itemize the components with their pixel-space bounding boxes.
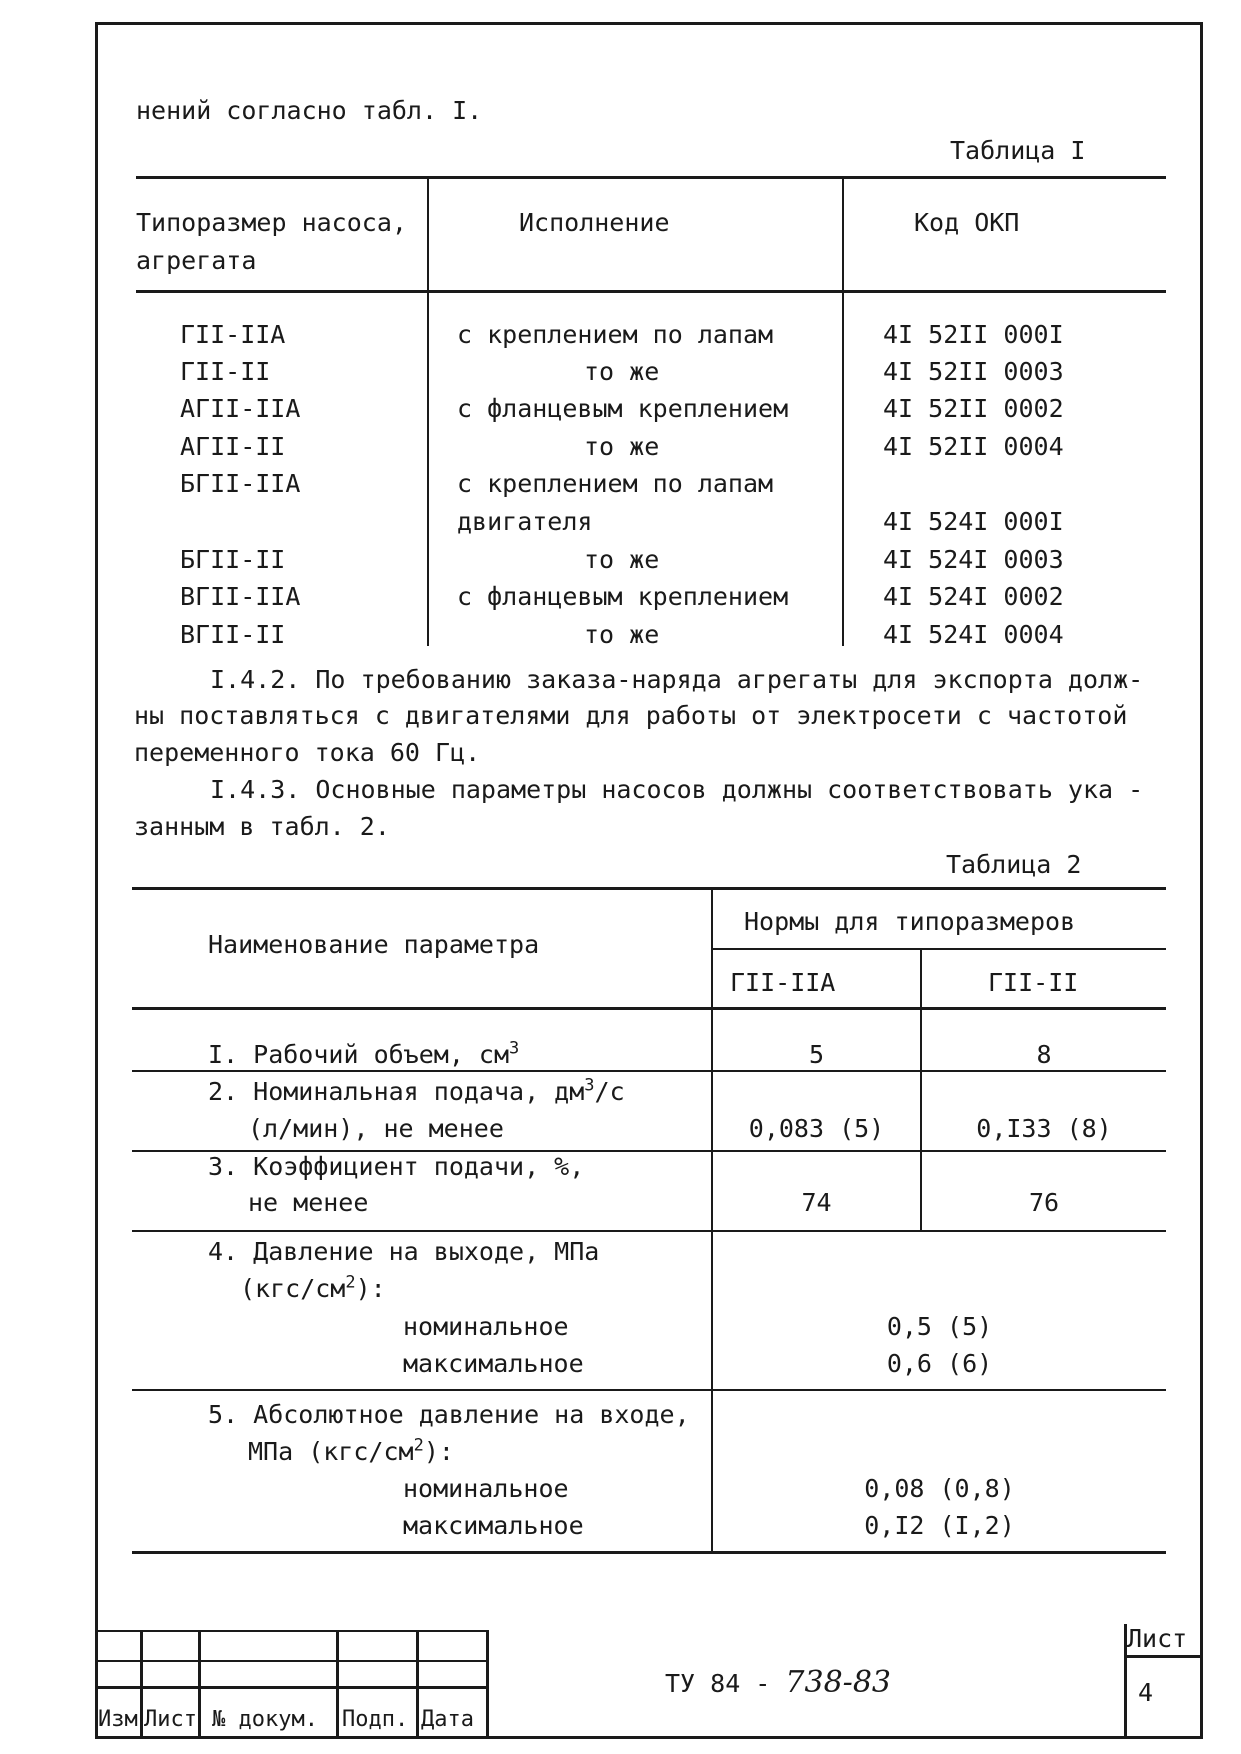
sheet-number: 4 bbox=[1138, 1678, 1154, 1707]
table2-top-rule bbox=[132, 887, 1166, 890]
para-142-line1: I.4.2. По требованию заказа-наряда агрегаты для экспорта долж- bbox=[210, 665, 1144, 694]
table1-col-divider-2 bbox=[842, 176, 844, 646]
table2-row2-a: 0,083 (5) bbox=[748, 1114, 885, 1143]
table1-header-code: Код ОКП bbox=[914, 208, 1020, 237]
page-frame-top bbox=[95, 22, 1203, 25]
table2-row2-label-text: 2. Номинальная подача, дм bbox=[208, 1077, 585, 1106]
table2-row5-max-label: максимальное bbox=[403, 1511, 584, 1540]
table2-caption: Таблица 2 bbox=[946, 850, 1082, 879]
table1-row5-size: БГII-IIA bbox=[180, 469, 301, 498]
table2-row5-label-text: МПа (кгс/см bbox=[248, 1437, 414, 1466]
stamp-rule-3 bbox=[95, 1686, 488, 1689]
table2-row2-label-unit: /с bbox=[594, 1077, 625, 1106]
page-frame-bottom bbox=[95, 1736, 1203, 1739]
stamp-label-sheet: Лист bbox=[144, 1707, 197, 1732]
stamp-divider-2 bbox=[198, 1630, 201, 1738]
table1-row1-code: 4I 52II 000I bbox=[883, 320, 1064, 349]
table1-row6-variant: то же bbox=[584, 545, 660, 574]
table2-row4-label-line1: 4. Давление на выходе, МПа bbox=[208, 1237, 600, 1266]
table2-row5-label-sup: 2 bbox=[413, 1435, 424, 1456]
table2-row1-label-text: I. Рабочий объем, см bbox=[208, 1040, 510, 1069]
table2-row4-nominal-value: 0,5 (5) bbox=[886, 1312, 993, 1341]
table1-row3-size: АГII-IIA bbox=[180, 394, 301, 423]
para-142-line2: ны поставляться с двигателями для работы от электросети с частотой bbox=[134, 701, 1128, 730]
intro-text: нений согласно табл. I. bbox=[136, 96, 483, 125]
table1-row3-variant: с фланцевым креплением bbox=[457, 394, 789, 423]
doc-code-prefix: ТУ 84 - bbox=[665, 1669, 771, 1698]
stamp-label-change: Изм bbox=[98, 1707, 138, 1732]
table2-row4-label-text: (кгс/см bbox=[240, 1274, 346, 1303]
table1-row2-variant: то же bbox=[584, 357, 660, 386]
table2-norms-rule bbox=[713, 948, 1166, 950]
table2-row2-b: 0,I33 (8) bbox=[976, 1114, 1112, 1143]
table1-row7-variant: с фланцевым креплением bbox=[457, 582, 789, 611]
table1-row5-variant: с креплением по лапам bbox=[457, 469, 774, 498]
table1-row2-size: ГII-II bbox=[180, 357, 271, 386]
stamp-divider-3 bbox=[336, 1630, 339, 1738]
para-143-line2: занным в табл. 2. bbox=[134, 812, 390, 841]
table1-row8-variant: то же bbox=[584, 620, 660, 649]
table1-header-size-line1: Типоразмер насоса, bbox=[136, 208, 407, 237]
table1-col-divider-1 bbox=[427, 176, 429, 646]
table2-row5-label-line1: 5. Абсолютное давление на входе, bbox=[208, 1400, 690, 1429]
table1-row1-variant: с креплением по лапам bbox=[457, 320, 774, 349]
table2-col-divider-main bbox=[711, 887, 713, 1553]
stamp-label-doc: № докум. bbox=[212, 1707, 318, 1732]
table2-row4-label-tail: ): bbox=[355, 1274, 386, 1303]
table2-row4-max-label: максимальное bbox=[403, 1349, 584, 1378]
table1-row6-size: БГII-II bbox=[180, 545, 286, 574]
table2-row2-label-line1 bbox=[208, 1077, 625, 1107]
doc-code-handwritten-number: 738-83 bbox=[785, 1665, 891, 1700]
table2-row1-label-sup: 3 bbox=[509, 1038, 520, 1059]
para-143-line1: I.4.3. Основные параметры насосов должны соответствовать ука - bbox=[210, 775, 1144, 804]
table2-row5-max-value: 0,I2 (I,2) bbox=[864, 1511, 1015, 1540]
table2-bottom-rule bbox=[132, 1551, 1166, 1554]
table1-header-rule bbox=[136, 290, 1166, 293]
table1-row1-size: ГII-IIA bbox=[180, 320, 286, 349]
table1-row6-code: 4I 524I 0003 bbox=[883, 545, 1064, 574]
table2-row1-b: 8 bbox=[1036, 1040, 1052, 1069]
stamp-label-date: Дата bbox=[421, 1707, 474, 1732]
table1-row8-size: ВГII-II bbox=[180, 620, 286, 649]
table2-row1-a: 5 bbox=[808, 1040, 825, 1069]
table2-row4-rule bbox=[132, 1389, 1166, 1391]
table2-row2-label-line2: (л/мин), не менее bbox=[248, 1114, 504, 1143]
stamp-divider-5 bbox=[486, 1630, 489, 1738]
sheet-box-rule bbox=[1124, 1655, 1203, 1658]
table2-row3-a: 74 bbox=[801, 1188, 832, 1217]
table1-row5-code: 4I 524I 000I bbox=[883, 507, 1064, 536]
table1-row4-code: 4I 52II 0004 bbox=[883, 432, 1064, 461]
stamp-divider-4 bbox=[416, 1630, 419, 1738]
table2-row1-label bbox=[208, 1040, 519, 1070]
table2-row3-rule bbox=[132, 1230, 1166, 1232]
table1-caption: Таблица I bbox=[950, 136, 1086, 165]
table1-header-variant: Исполнение bbox=[519, 208, 670, 237]
stamp-rule-2 bbox=[95, 1660, 488, 1662]
table2-row4-nominal-label: номинальное bbox=[403, 1312, 569, 1341]
stamp-label-sign: Подп. bbox=[342, 1707, 409, 1732]
table2-row5-nominal-label: номинальное bbox=[403, 1474, 569, 1503]
doc-code bbox=[665, 1665, 891, 1700]
table2-header-col-a: ГII-IIA bbox=[730, 968, 836, 997]
table1-row7-size: ВГII-IIA bbox=[180, 582, 301, 611]
table2-row4-label-sup: 2 bbox=[345, 1272, 356, 1293]
table2-row1-rule bbox=[132, 1070, 1166, 1072]
table2-header-param: Наименование параметра bbox=[208, 930, 540, 959]
sheet-label: Лист bbox=[1127, 1624, 1188, 1653]
table2-row3-label-line2: не менее bbox=[248, 1188, 369, 1217]
table1-top-rule bbox=[136, 176, 1166, 179]
page-frame-left bbox=[95, 22, 98, 1738]
table2-row5-nominal-value: 0,08 (0,8) bbox=[864, 1474, 1015, 1503]
table2-row3-label-line1: 3. Коэффициент подачи, %, bbox=[208, 1152, 585, 1181]
table1-row7-code: 4I 524I 0002 bbox=[883, 582, 1064, 611]
table1-row8-code: 4I 524I 0004 bbox=[883, 620, 1064, 649]
table1-row4-size: АГII-II bbox=[180, 432, 286, 461]
table2-row3-b: 76 bbox=[1028, 1188, 1060, 1217]
stamp-rule-1 bbox=[95, 1630, 488, 1632]
table2-row2-label-sup: 3 bbox=[584, 1075, 595, 1096]
table1-row3-code: 4I 52II 0002 bbox=[883, 394, 1064, 423]
table1-row4-variant: то же bbox=[584, 432, 660, 461]
table2-row4-max-value: 0,6 (6) bbox=[886, 1349, 993, 1378]
table2-row5-label-line2 bbox=[248, 1437, 454, 1467]
table2-header-rule bbox=[132, 1007, 1166, 1010]
table2-header-norms: Нормы для типоразмеров bbox=[744, 907, 1076, 936]
stamp-divider-1 bbox=[140, 1630, 143, 1738]
table1-row2-code: 4I 52II 0003 bbox=[883, 357, 1064, 386]
table2-row5-label-tail: ): bbox=[423, 1437, 454, 1466]
page-frame-right bbox=[1200, 22, 1203, 1738]
para-142-line3: переменного тока 60 Гц. bbox=[134, 738, 481, 767]
table2-header-col-b: ГII-II bbox=[988, 968, 1079, 997]
table1-header-size-line2: агрегата bbox=[136, 246, 257, 275]
table1-row5-variant-cont: двигателя bbox=[457, 507, 593, 536]
table2-row4-label-line2 bbox=[240, 1274, 386, 1304]
